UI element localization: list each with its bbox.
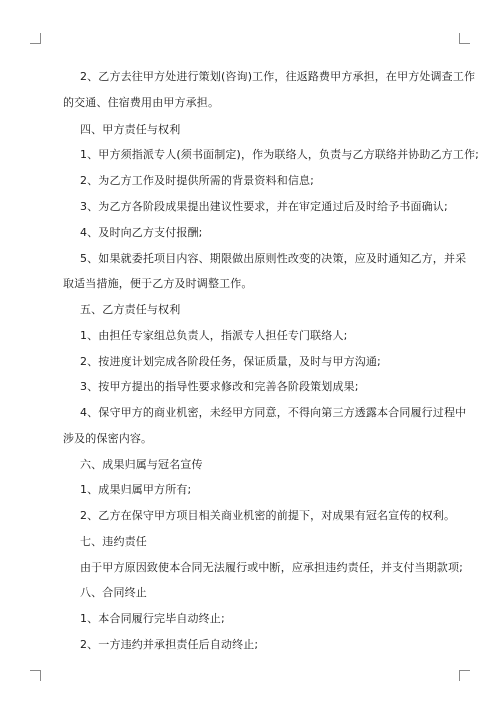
- crop-mark-bottom-left: [30, 670, 41, 681]
- list-item-party-b-4-line-1: 4、保守甲方的商业机密，未经甲方同意，不得向第三方透露本合同履行过程中: [80, 406, 467, 419]
- section-heading-contract-termination: 八、合同终止: [80, 586, 147, 599]
- crop-mark-top-right: [459, 33, 470, 44]
- list-item-party-a-4: 4、及时向乙方支付报酬;: [80, 226, 203, 239]
- list-item-party-a-1: 1、甲方须指派专人(须书面制定)，作为联络人，负责与乙方联络并协助乙方工作;: [80, 148, 479, 161]
- section-heading-results-ownership: 六、成果归属与冠名宣传: [80, 458, 203, 471]
- list-item-party-a-5-line-2: 取适当措施，便于乙方及时调整工作。: [63, 277, 253, 290]
- section-heading-breach-liability: 七、违约责任: [80, 535, 147, 548]
- list-item-party-b-2: 2、按进度计划完成各阶段任务，保证质量，及时与甲方沟通;: [80, 355, 381, 368]
- section-heading-party-b-duties: 五、乙方责任与权利: [80, 303, 181, 316]
- list-item-ownership-1: 1、成果归属甲方所有;: [80, 483, 192, 496]
- list-item-party-b-3: 3、按甲方提出的指导性要求修改和完善各阶段策划成果;: [80, 380, 359, 393]
- paragraph-travel-expenses-line-2: 的交通、住宿费用由甲方承担。: [63, 96, 220, 109]
- crop-mark-top-left: [30, 33, 41, 44]
- list-item-termination-2: 2、一方违约并承担责任后自动终止;: [80, 638, 259, 651]
- list-item-party-a-5-line-1: 5、如果就委托项目内容、期限做出原则性改变的决策，应及时通知乙方，并采: [80, 252, 467, 265]
- list-item-party-a-3: 3、为乙方各阶段成果提出建议性要求，并在审定通过后及时给予书面确认;: [80, 200, 448, 213]
- crop-mark-bottom-right: [459, 670, 470, 681]
- list-item-party-b-1: 1、由担任专家组总负责人，指派专人担任专门联络人;: [80, 329, 348, 342]
- paragraph-travel-expenses-line-1: 2、乙方去往甲方处进行策划(咨询)工作，往返路费甲方承担，在甲方处调查工作: [80, 70, 476, 83]
- paragraph-breach-liability: 由于甲方原因致使本合同无法履行或中断，应承担违约责任，并支付当期款项;: [80, 561, 463, 574]
- list-item-party-a-2: 2、为乙方工作及时提供所需的背景资料和信息;: [80, 174, 315, 187]
- list-item-termination-1: 1、本合同履行完毕自动终止;: [80, 612, 225, 625]
- list-item-ownership-2: 2、乙方在保守甲方项目相关商业机密的前提下，对成果有冠名宣传的权利。: [80, 509, 456, 522]
- section-heading-party-a-duties: 四、甲方责任与权利: [80, 123, 181, 136]
- list-item-party-b-4-line-2: 涉及的保密内容。: [63, 432, 153, 445]
